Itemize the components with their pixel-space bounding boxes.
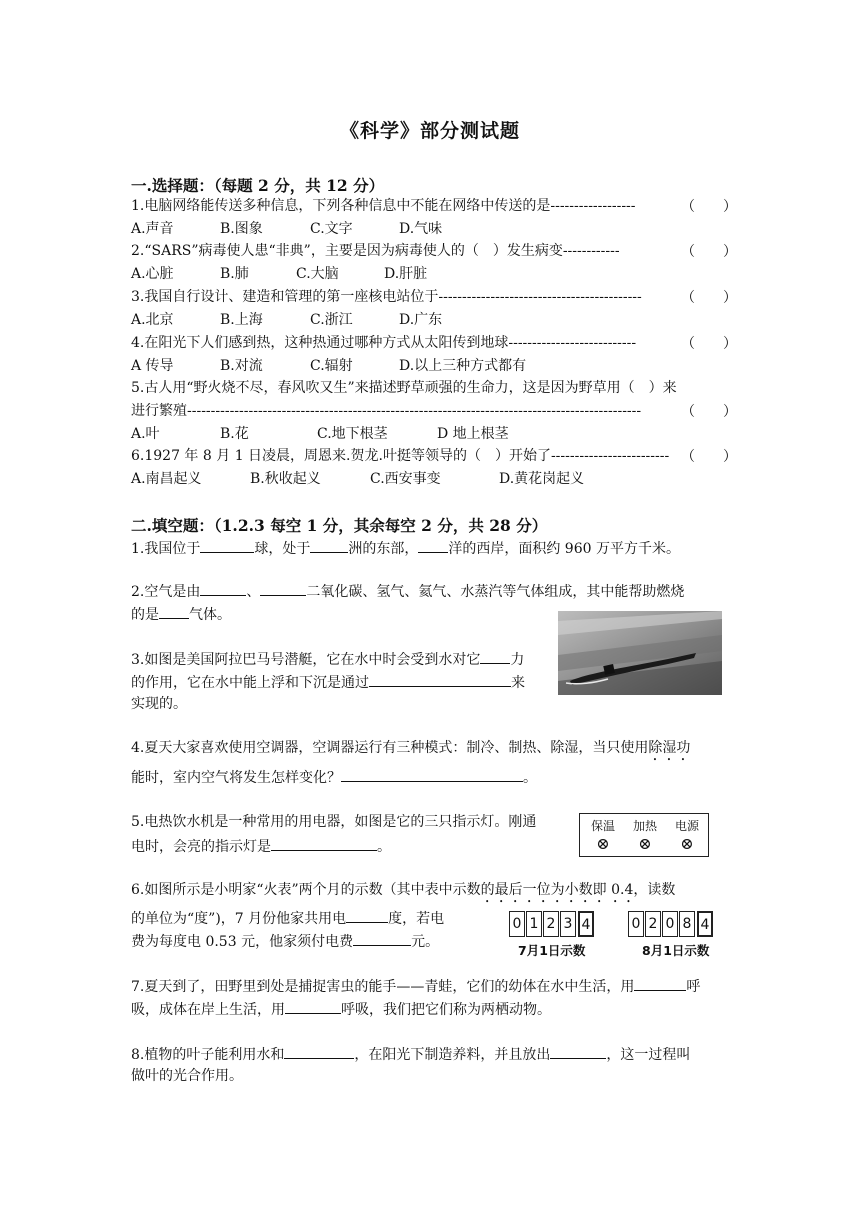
fill-question-6-cont: 的单位为“度”)，7 月份他家共用电 度，若电 [131,907,444,929]
question-5-cont: 进行繁殖------------------------------------------------------------------------------------------------ [131,403,642,419]
fill-question-5-cont: 电时，会亮的指示灯是 。 [131,835,391,857]
fill-question-1: 1.我国位于 球，处于 洲的东部， 洋的西岸，面积约 960 万平方千米。 [131,537,680,559]
answer-blank [346,907,388,923]
option-c: C.辐射 [310,358,353,374]
fill-question-6: 6.如图所示是小明家“火表”两个月的示数（其中表中示数的最后一位为小数即 0.4，读数 [131,882,676,898]
meter-decimal-digit: 4 [578,911,594,937]
meter-digit: 0 [628,911,644,937]
option-d: D.肝脏 [384,266,428,282]
answer-blank [200,580,246,596]
meter-digit: 1 [526,911,542,937]
answer-paren-3: （ ） [681,290,737,306]
lamp-icon: ⊗ [596,834,610,853]
option-c: C.西安事变 [370,471,441,487]
meter-digit: 8 [679,911,695,937]
answer-blank [418,537,448,553]
label-power: 电源 [674,819,699,833]
meter-august-caption: 8月1日示数 [642,943,710,958]
option-b: B.秋收起义 [250,471,321,487]
fill-question-4: 4.夏天大家喜欢使用空调器，空调器运行有三种模式：制冷、制热、除湿，当只使用除湿功 [131,740,691,756]
indicator-light-panel [579,813,709,857]
option-b: B.上海 [220,312,263,328]
fill-question-7: 7.夏天到了，田野里到处是捕捉害虫的能手——青蛙，它们的幼体在水中生活，用 呼 [131,975,700,997]
answer-blank [285,998,341,1014]
option-d: D.黄花岗起义 [499,471,585,487]
section1-heading: 一.选择题：（每题 2 分，共 12 分） [131,176,385,195]
option-a: A.北京 [131,312,174,328]
option-c: C.大脑 [296,266,339,282]
fill-question-4-cont: 能时，室内空气将发生怎样变化？ 。 [131,766,537,788]
fill-question-7-cont: 吸，成体在岸上生活，用 呼吸，我们把它们称为两栖动物。 [131,998,551,1020]
fill-question-8-cont: 做叶的光合作用。 [131,1068,243,1084]
answer-paren-5: （ ） [681,404,737,420]
label-heating: 加热 [632,819,657,833]
option-c: C.地下根茎 [317,426,388,442]
fill-question-2: 2.空气是由 、 二氧化碳、氢气、氦气、水蒸汽等气体组成，其中能帮助燃烧 [131,580,684,602]
option-a: A.声音 [131,221,174,237]
answer-blank [634,975,686,991]
meter-august [628,911,723,939]
lamp-icon: ⊗ [680,834,694,853]
question-2: 2.“SARS”病毒使人患“非典”，主要是因为病毒使人的（ ）发生病变------------ [131,243,620,259]
fill-question-3-cont: 的作用，它在水中能上浮和下沉是通过 来 [131,671,525,693]
question-4: 4.在阳光下人们感到热，这种热通过哪种方式从太阳传到地球--------------------------- [131,335,637,351]
answer-blank [480,648,510,664]
fill-question-5: 5.电热饮水机是一种常用的用电器，如图是它的三只指示灯。刚通 [131,814,537,830]
option-a: A.南昌起义 [131,471,202,487]
meter-july-caption: 7月1日示数 [518,943,586,958]
meter-digit: 2 [645,911,661,937]
option-b: B.图象 [220,221,263,237]
option-d: D 地上根茎 [437,426,509,442]
label-keep-warm: 保温 [590,819,615,833]
answer-blank [310,537,348,553]
question-1: 1.电脑网络能传送多种信息，下列各种信息中不能在网络中传送的是------------------ [131,198,636,214]
meter-digit: 0 [662,911,678,937]
section2-heading: 二.填空题：（1.2.3 每空 1 分，其余每空 2 分，共 28 分） [131,516,548,535]
meter-digit: 3 [560,911,576,937]
submarine-photo [558,611,722,695]
answer-blank [550,1043,606,1059]
answer-blank [369,671,511,687]
option-a: A.心脏 [131,266,174,282]
answer-blank [260,580,306,596]
option-b: B.对流 [220,358,263,374]
answer-paren-1: （ ） [681,199,737,215]
page-title: 《科学》部分测试题 [339,120,520,142]
fill-question-3: 3.如图是美国阿拉巴马号潜艇，它在水中时会受到水对它 力 [131,648,524,670]
answer-paren-2: （ ） [681,244,737,260]
option-c: C.浙江 [310,312,353,328]
answer-blank [341,766,523,782]
fill-question-8: 8.植物的叶子能利用水和 ，在阳光下制造养料，并且放出 ，这一过程叫 [131,1043,690,1065]
fill-question-2-cont: 的是 气体。 [131,603,231,625]
answer-paren-4: （ ） [681,336,737,352]
option-d: D.以上三种方式都有 [399,358,527,374]
answer-blank [353,930,411,946]
meter-july [509,911,604,939]
option-b: B.花 [220,426,249,442]
option-c: C.文字 [310,221,353,237]
answer-blank [159,603,189,619]
answer-blank [200,537,254,553]
answer-blank [284,1043,354,1059]
option-b: B.肺 [220,266,249,282]
option-d: D.气味 [399,221,443,237]
meter-decimal-digit: 4 [697,911,713,937]
fill-question-3-end: 实现的。 [131,696,187,712]
answer-paren-6: （ ） [681,449,737,465]
option-d: D.广东 [399,312,443,328]
lamp-icon: ⊗ [638,834,652,853]
option-a: A 传导 [131,358,174,374]
option-a: A.叶 [131,426,160,442]
question-5: 5.古人用“野火烧不尽，春风吹又生”来描述野草顽强的生命力，这是因为野草用（ ）来 [131,380,677,396]
answer-blank [271,835,377,851]
meter-digit: 0 [509,911,525,937]
fill-question-6-end: 费为每度电 0.53 元，他家须付电费 元。 [131,930,439,952]
meter-digit: 2 [543,911,559,937]
question-6: 6.1927 年 8 月 1 日凌晨，周恩来.贺龙.叶挺等领导的（ ）开始了------------------------- [131,448,670,464]
question-3: 3.我国自行设计、建造和管理的第一座核电站位于------------------------------------------- [131,289,642,305]
